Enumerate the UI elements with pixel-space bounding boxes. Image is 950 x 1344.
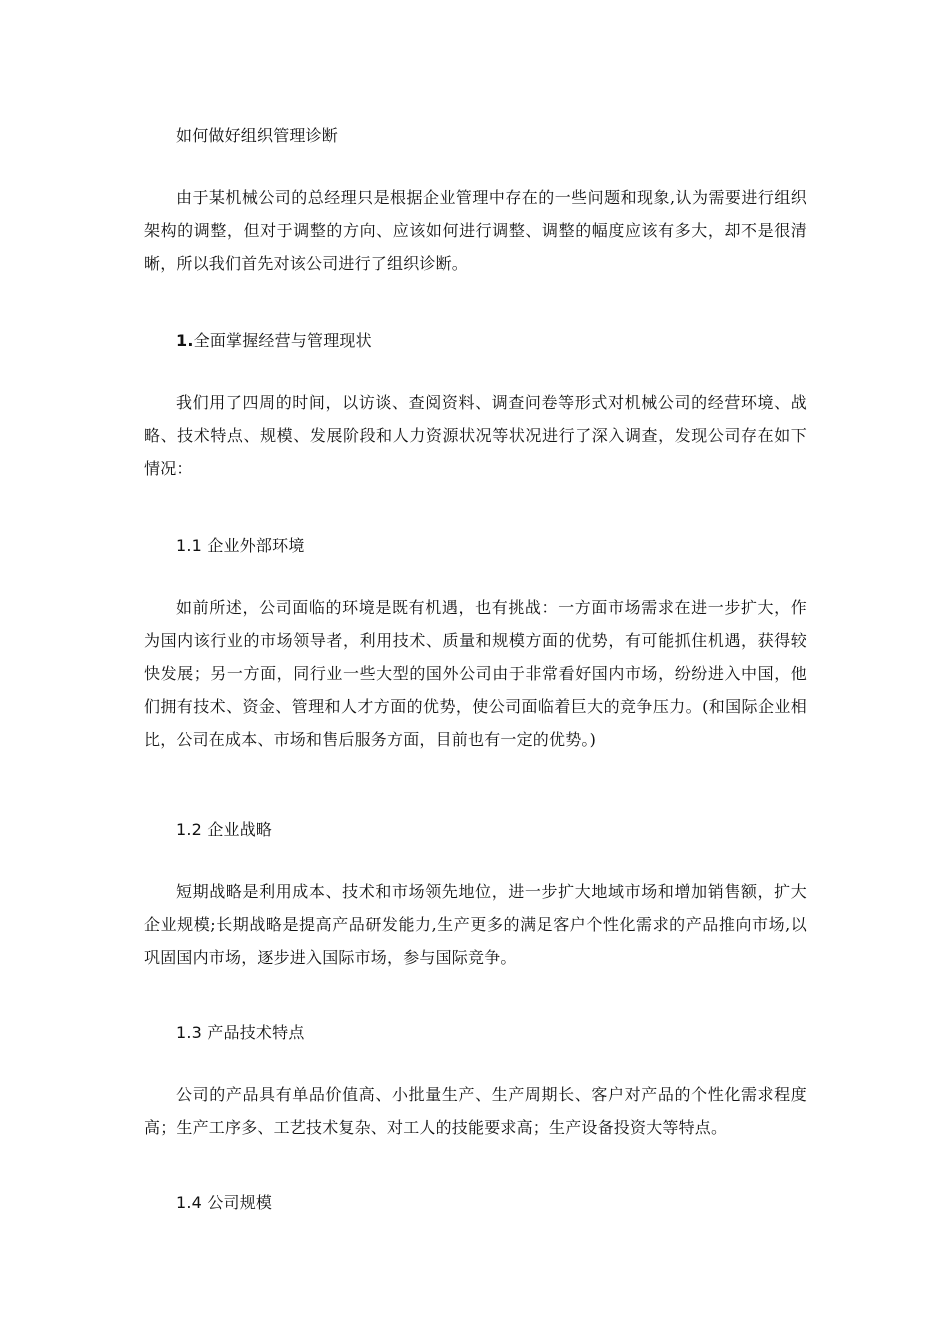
- intro-paragraph: 由于某机械公司的总经理只是根据企业管理中存在的一些问题和现象,认为需要进行组织架构的调整，但对于调整的方向、应该如何进行调整、调整的幅度应该有多大，却不是很清晰，所以我们首先对该公司进行了组织诊断。: [144, 188, 807, 273]
- subsection-heading-1-4: [144, 1186, 807, 1219]
- subsection-1-2-paragraph: 短期战略是利用成本、技术和市场领先地位，进一步扩大地域市场和增加销售额，扩大企业规模;长期战略是提高产品研发能力,生产更多的满足客户个性化需求的产品推向市场,以巩固国内市场，逐步进入国际市场，参与国际竞争。: [144, 882, 807, 967]
- subsection-number: 1.1: [176, 536, 203, 555]
- subsection-title: 公司规模: [202, 1193, 273, 1212]
- section-1-paragraph: 我们用了四周的时间，以访谈、查阅资料、调查问卷等形式对机械公司的经营环境、战略、技术特点、规模、发展阶段和人力资源状况等状况进行了深入调查，发现公司存在如下情况：: [144, 393, 807, 478]
- document-title: [144, 119, 807, 152]
- subsection-title: 企业外部环境: [202, 536, 305, 555]
- subsection-heading-1-1: [144, 529, 807, 562]
- section-number: 1.: [176, 331, 194, 350]
- subsection-1-1-paragraph: 如前所述，公司面临的环境是既有机遇，也有挑战：一方面市场需求在进一步扩大，作为国内该行业的市场领导者，利用技术、质量和规模方面的优势，有可能抓住机遇，获得较快发展；另一方面，同行业一些大型的国外公司由于非常看好国内市场，纷纷进入中国，他们拥有技术、资金、管理和人才方面的优势，使公司面临着巨大的竞争压力。(和国际企业相比，公司在成本、市场和售后服务方面，目前也有一定的优势。): [144, 598, 807, 749]
- subsection-title: 企业战略: [202, 820, 273, 839]
- subsection-number: 1.4: [176, 1193, 203, 1212]
- subsection-heading-1-3: [144, 1016, 807, 1049]
- section-heading-1: [144, 324, 807, 357]
- subsection-title: 产品技术特点: [202, 1023, 305, 1042]
- document-title-text: 如何做好组织管理诊断: [176, 126, 339, 145]
- subsection-1-3-paragraph: 公司的产品具有单品价值高、小批量生产、生产周期长、客户对产品的个性化需求程度高；生产工序多、工艺技术复杂、对工人的技能要求高；生产设备投资大等特点。: [144, 1085, 807, 1137]
- subsection-heading-1-2: [144, 813, 807, 846]
- section-title: 全面掌握经营与管理现状: [193, 331, 372, 350]
- subsection-number: 1.3: [176, 1023, 203, 1042]
- subsection-number: 1.2: [176, 820, 203, 839]
